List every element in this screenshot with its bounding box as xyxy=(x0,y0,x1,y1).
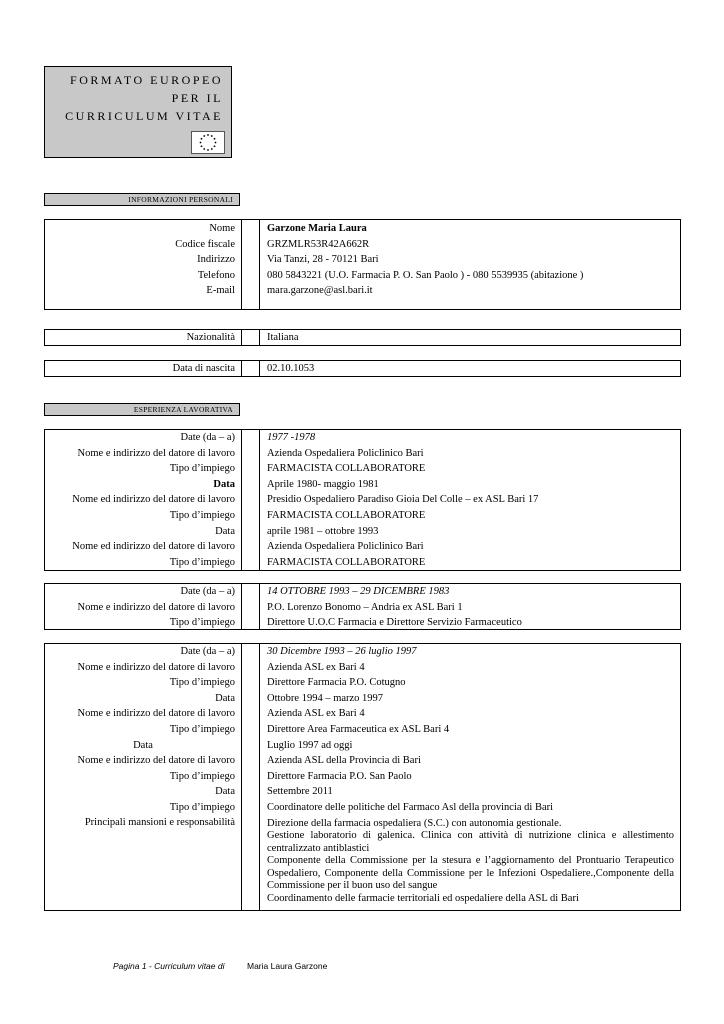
mansioni-paragraph: Gestione laboratorio di galenica. Clinica con attività di nutrizione clinica e allestimento centralizzato antiblastici xyxy=(267,830,674,854)
field-label: Data xyxy=(215,786,235,798)
field-label: Tipo d’impiego xyxy=(169,556,235,568)
work-row xyxy=(45,722,680,738)
field-value: mara.garzone@asl.bari.it xyxy=(267,285,373,297)
mansioni-row xyxy=(45,816,680,912)
field-label: Data xyxy=(215,692,235,704)
work-row xyxy=(45,738,680,754)
work-block-2 xyxy=(44,583,681,630)
personal-row-name xyxy=(45,221,680,237)
field-value: Direttore U.O.C Farmacia e Direttore Servizio Farmaceutico xyxy=(267,617,522,629)
eu-flag-icon xyxy=(191,131,225,154)
work-block-3 xyxy=(44,643,681,911)
field-value: 080 5843221 (U.O. Farmacia P. O. San Paolo ) - 080 5539935 (abitazione ) xyxy=(267,269,584,281)
work-row xyxy=(45,477,680,493)
work-row xyxy=(45,430,680,446)
work-row xyxy=(45,644,680,660)
personal-row-fiscal-code xyxy=(45,237,680,253)
birthdate-row xyxy=(45,361,680,377)
field-value: Direttore Farmacia P.O. San Paolo xyxy=(267,770,412,782)
field-label: Tipo d’impiego xyxy=(169,723,235,735)
work-row xyxy=(45,508,680,524)
field-value: Azienda Ospedaliera Policlinico Bari xyxy=(267,447,424,459)
mansioni-paragraph: Direzione della farmacia ospedaliera (S.C.) con autonomia gestionale. xyxy=(267,817,562,829)
header-line-2: PER IL xyxy=(171,91,223,105)
nationality-row xyxy=(45,330,680,346)
personal-row-email xyxy=(45,283,680,299)
field-label: Nome ed indirizzo del datore di lavoro xyxy=(72,541,235,553)
work-row xyxy=(45,660,680,676)
mansioni-paragraph: Coordinamento delle farmacie territoriali ed ospedaliere della ASL di Bari xyxy=(267,892,579,904)
field-label: Telefono xyxy=(197,269,235,281)
work-row xyxy=(45,539,680,555)
work-row xyxy=(45,706,680,722)
section-work-experience: ESPERIENZA LAVORATIVA xyxy=(44,403,240,416)
field-label: Date (da – a) xyxy=(180,646,235,657)
personal-info-table xyxy=(44,219,681,310)
field-label: Tipo d’impiego xyxy=(169,801,235,813)
field-label: Tipo d’impiego xyxy=(169,617,235,629)
field-label: Nome ed indirizzo del datore di lavoro xyxy=(72,494,235,506)
field-label: Nome e indirizzo del datore di lavoro xyxy=(77,601,235,613)
field-value: Azienda ASL ex Bari 4 xyxy=(267,708,365,720)
work-row xyxy=(45,784,680,800)
personal-row-phone xyxy=(45,268,680,284)
field-value: Azienda ASL della Provincia di Bari xyxy=(267,755,421,767)
field-value: Ottobre 1994 – marzo 1997 xyxy=(267,692,384,704)
section-personal-info: INFORMAZIONI PERSONALI xyxy=(44,193,240,206)
field-value: Presidio Ospedaliero Paradiso Gioia Del Colle – ex ASL Bari 17 xyxy=(267,494,539,506)
field-label: Tipo d’impiego xyxy=(169,509,235,521)
field-value: 30 Dicembre 1993 – 26 luglio 1997 xyxy=(267,646,417,657)
mansioni-label: Principali mansioni e responsabilità xyxy=(84,816,235,828)
field-label: Indirizzo xyxy=(197,254,235,266)
header-line-1: FORMATO EUROPEO xyxy=(70,73,223,87)
field-value: Azienda Ospedaliera Policlinico Bari xyxy=(267,541,424,553)
work-row xyxy=(45,584,680,600)
field-label: Nome e indirizzo del datore di lavoro xyxy=(77,447,235,459)
field-value: Direttore Farmacia P.O. Cotugno xyxy=(267,677,406,689)
field-label: Nazionalità xyxy=(186,332,235,343)
field-value: aprile 1981 – ottobre 1993 xyxy=(267,525,379,537)
field-label: Nome xyxy=(209,223,235,234)
work-row xyxy=(45,769,680,785)
cv-header-box xyxy=(44,66,232,158)
work-row xyxy=(45,446,680,462)
field-label: Date (da – a) xyxy=(180,586,235,597)
field-value: Direttore Area Farmaceutica ex ASL Bari 4 xyxy=(267,723,450,735)
field-value: Azienda ASL ex Bari 4 xyxy=(267,661,365,673)
work-row xyxy=(45,492,680,508)
personal-row-address xyxy=(45,252,680,268)
field-label: Tipo d’impiego xyxy=(169,677,235,689)
field-value: Via Tanzi, 28 - 70121 Bari xyxy=(267,254,379,266)
field-label: Nome e indirizzo del datore di lavoro xyxy=(77,708,235,720)
field-value: 14 OTTOBRE 1993 – 29 DICEMBRE 1983 xyxy=(267,586,450,597)
work-row xyxy=(45,675,680,691)
field-value: Settembre 2011 xyxy=(267,786,333,798)
field-label: Data xyxy=(215,525,235,537)
field-value: Aprile 1980- maggio 1981 xyxy=(267,478,379,490)
field-value: FARMACISTA COLLABORATORE xyxy=(267,463,426,475)
field-value: Coordinatore delle politiche del Farmaco Asl della provincia di Bari xyxy=(267,801,554,813)
mansioni-paragraph: Componente della Commissione per la stesura e l’aggiornamento del Prontuario Terapeutico Ospedaliero, Componente della Commissione per le Infezioni Ospedaliere.,Componente della Commissione per il buon uso del sangue xyxy=(267,855,674,892)
mansioni-text xyxy=(267,818,674,906)
field-value: 1977 -1978 xyxy=(267,432,316,443)
field-value: Luglio 1997 ad oggi xyxy=(267,739,353,751)
field-label: Date (da – a) xyxy=(180,432,235,443)
field-value: GRZMLR53R42A662R xyxy=(267,238,370,250)
cv-header-title xyxy=(65,71,223,125)
work-row xyxy=(45,600,680,616)
field-value: P.O. Lorenzo Bonomo – Andria ex ASL Bari 1 xyxy=(267,601,463,613)
field-label: Tipo d’impiego xyxy=(169,463,235,475)
work-row xyxy=(45,800,680,816)
field-label: Nome e indirizzo del datore di lavoro xyxy=(77,755,235,767)
field-label: E-mail xyxy=(206,285,235,297)
footer-page-label: Pagina 1 - Curriculum vitae di xyxy=(113,961,225,971)
work-row xyxy=(45,753,680,769)
work-row xyxy=(45,691,680,707)
field-value: FARMACISTA COLLABORATORE xyxy=(267,556,426,568)
header-line-3: CURRICULUM VITAE xyxy=(65,109,223,123)
work-row xyxy=(45,524,680,540)
page-footer xyxy=(113,961,328,971)
work-row xyxy=(45,615,680,631)
work-block-1 xyxy=(44,429,681,571)
field-label: Codice fiscale xyxy=(175,238,235,250)
field-value: Garzone Maria Laura xyxy=(267,223,367,234)
nationality-table xyxy=(44,329,681,346)
footer-author-name: Maria Laura Garzone xyxy=(247,961,328,971)
field-value: Italiana xyxy=(267,332,299,343)
birthdate-table xyxy=(44,360,681,377)
work-row xyxy=(45,461,680,477)
field-label: Data xyxy=(213,478,235,490)
field-label: Data xyxy=(133,739,153,751)
field-label: Nome e indirizzo del datore di lavoro xyxy=(77,661,235,673)
work-row xyxy=(45,555,680,571)
field-label: Tipo d’impiego xyxy=(169,770,235,782)
field-value: 02.10.1053 xyxy=(267,363,315,374)
field-value: FARMACISTA COLLABORATORE xyxy=(267,509,426,521)
field-label: Data di nascita xyxy=(172,363,235,374)
